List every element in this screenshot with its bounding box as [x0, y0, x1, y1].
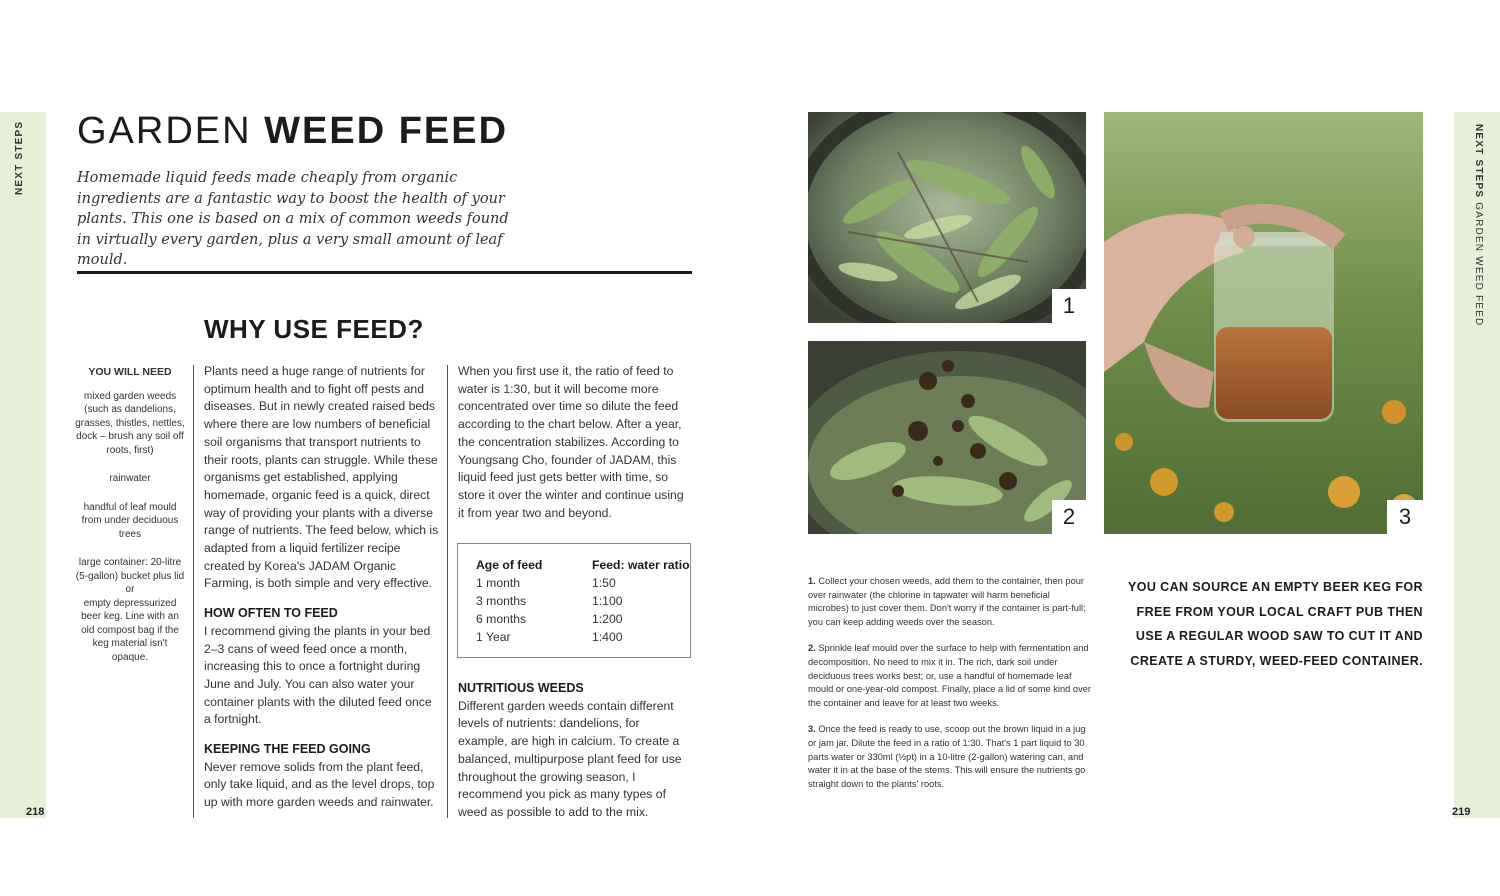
you-will-need-title: YOU WILL NEED: [88, 366, 172, 378]
table-row: 1 month 1:50: [476, 576, 616, 590]
table-header: Age of feed Feed: water ratio: [476, 558, 690, 572]
page-number-right: 219: [1452, 806, 1471, 818]
subheading: NUTRITIOUS WEEDS: [458, 681, 584, 695]
list-item: rainwater: [109, 473, 151, 484]
page-title: GARDEN WEED FEED: [77, 110, 509, 152]
body-column-1: [204, 363, 440, 812]
photo-weeds-in-water: [808, 112, 1086, 323]
table-row: 1 Year 1:400: [476, 630, 623, 644]
list-item: empty depressurized beer keg. Line with an old compost bag if the keg material isn't opaque.: [81, 597, 179, 663]
you-will-need-list: [74, 366, 186, 679]
photo-label: 3: [1387, 500, 1423, 534]
column-divider: [447, 365, 448, 818]
paragraph: Never remove solids from the plant feed, only take liquid, and as the level drops, top up with more garden weeds and rainwater.: [204, 759, 435, 810]
photo-leaf-mould: [808, 341, 1086, 534]
paragraph: Plants need a huge range of nutrients for optimum health and to fight off pests and diseases. But in newly created raised beds where there are low numbers of beneficial soil organisms that transport nutrients to their roots, plants can struggle. While these organisms get established, applying homemade, organic feed is a quick, direct way of providing your plants with a diverse range of nutrients. The feed below, which is adapted from a liquid fertilizer recipe created by Korea's JADAM Organic Farming, is both simple and very effective.: [204, 364, 439, 591]
paragraph: When you first use it, the ratio of feed to water is 1:30, but it will become more concentrated over time so dilute the feed according to the chart below. After a year, the concentration stabilizes. According to Youngsang Cho, founder of JADAM, this liquid feed just gets better with time, so store it over the winter and continue using it from year two and beyond.: [458, 364, 684, 520]
paragraph: I recommend giving the plants in your bed 2–3 cans of weed feed once a month, increasing this to once a fortnight during June and July. You can also water your container plants with the diluted feed once a fortnight.: [204, 623, 432, 727]
page-number-left: 218: [26, 806, 45, 818]
body-column-2-lower: [458, 680, 692, 822]
caption-1: 1. Collect your chosen weeds, add them to the container, then pour over rainwater (the chlorine in tapwater will harm beneficial microbes) to just cover them. Don't worry if the container is part-full; you can keep adding weeds over the season.: [808, 576, 1086, 627]
column-divider: [193, 365, 194, 818]
left-margin-strip: [0, 112, 46, 818]
section-heading: WHY USE FEED?: [204, 314, 424, 344]
paragraph: Different garden weeds contain different levels of nutrients: dandelions, for example, are high in calcium. To create a balanced, multipurpose plant feed for use throughout the growing season, I recommend you pick as many types of weed as possible to add to the mix.: [458, 698, 682, 819]
table-row: 3 months 1:100: [476, 594, 623, 608]
photo-jar-of-feed: [1104, 112, 1423, 534]
intro-text: Homemade liquid feeds made cheaply from organic ingredients are a fantastic way to boost the health of your plants. This one is based on a mix of common weeds found in virtually every garden, plus a very small amount of leaf mould.: [77, 170, 509, 268]
photo-label: 1: [1052, 289, 1086, 323]
feed-ratio-table: [457, 543, 691, 658]
section-label-vertical: NEXT STEPS: [14, 120, 25, 195]
caption-2: 2. Sprinkle leaf mould over the surface to help with fermentation and decomposition. No need to mix it in. The rich, dark soil under deciduous trees works best; or, use a handful of homemade leaf mould or one-year-old compost. Finally, place a lid of some kind over the container and leave for at least two weeks.: [808, 643, 1091, 708]
subheading: KEEPING THE FEED GOING: [204, 742, 371, 757]
table-row: 6 months 1:200: [476, 612, 623, 626]
subheading: HOW OFTEN TO FEED: [204, 606, 338, 621]
list-item: mixed garden weeds (such as dandelions, grasses, thistles, nettles, dock – brush any soil off roots, first): [75, 390, 185, 456]
step-captions: [808, 575, 1093, 804]
caption-3: 3. Once the feed is ready to use, scoop out the brown liquid in a jug or jam jar. Dilute the feed in a ratio of 1:30. That's 1 part liquid to 30 parts water or 330ml (½pt) in a 10-litre (2-gallon) watering can, and water it in at the base of the stems. This will ensure the nutrients go straight down to the plants' roots.: [808, 724, 1086, 789]
list-item: large container: 20-litre (5-gallon) bucket plus lid: [75, 557, 185, 582]
body-column-2: [458, 363, 692, 522]
photo-label: 2: [1052, 500, 1086, 534]
title-rule: [77, 271, 692, 274]
tip-callout: YOU CAN SOURCE AN EMPTY BEER KEG FOR FREE FROM YOUR LOCAL CRAFT PUB THEN USE A REGULAR WOOD SAW TO CUT IT AND CREATE A STURDY, WEED-FEED CONTAINER.: [1128, 580, 1423, 668]
list-item: handful of leaf mould from under deciduous trees: [81, 501, 179, 540]
list-item: or: [125, 584, 135, 595]
